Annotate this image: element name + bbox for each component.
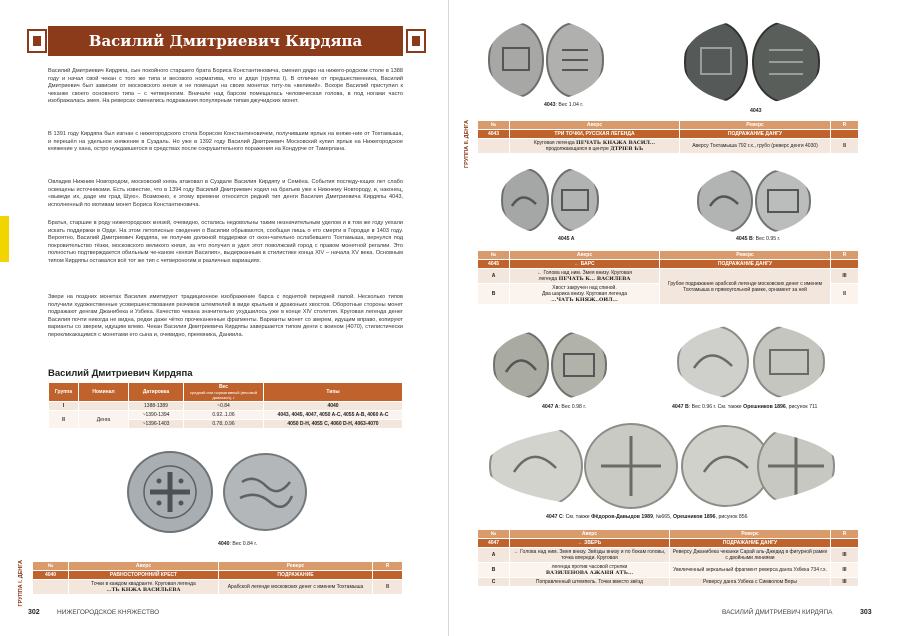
avers-text: Хвост закручен над спиной. — [552, 285, 617, 291]
caption-text: : Вес 0.98 г. — [558, 404, 587, 410]
page-title: Василий Дмитриевич Кирдяпа — [88, 32, 363, 50]
cell: Грубое подражание арабской легенде московских денег с именем Тохтамыша в прямоугольной рамке, орнамент за ней — [660, 269, 831, 305]
table-row — [478, 578, 859, 587]
cell: ← ЗВЕРЬ — [510, 539, 670, 548]
cell: II — [373, 580, 403, 595]
cell: ПОДРАЖАНИЕ ДАНГУ — [670, 539, 831, 548]
cell: 1388-1389 — [129, 402, 184, 411]
col-header: № — [478, 530, 510, 539]
cell: I — [49, 402, 79, 411]
coin-4040-table — [32, 561, 403, 595]
caption-number: 4043 — [544, 102, 556, 108]
table-row — [33, 580, 403, 595]
cell: Увеличенный зеркальный фрагмент реверса данга Узбека 734 г.х. — [670, 563, 831, 578]
col-header: R — [831, 530, 859, 539]
cell: A — [478, 548, 510, 563]
weight-subheader: средний или нормативный (весовой диапазон), г — [189, 390, 257, 400]
cell — [510, 139, 680, 154]
coin-caption — [218, 541, 257, 547]
paragraph: Василий Дмитриевич Кирдяпа, сын покойного старшего брата Бориса Константиновича, сменил дядю на нижего-родском столе в 1388 году и начал свой чекан с того же типа и весового норматива, что и дядя (группа I). В отличие от предшественника, Василий Дмитриевич был зависим от московского князя и не помещал на своих монетах титу-ла «великий». Вскоре Василий приступил к чеканке своего основного типа – с четверногим. Вначале над барсом помещалась человеческая голова, в под ногами часто изображалась змея. На реверсах сменились подражания популярным типам джучидских монет. — [48, 68, 403, 105]
col-header: Реверс — [680, 121, 831, 130]
left-page — [0, 0, 449, 636]
table-row — [478, 269, 859, 284]
col-header: Типы — [264, 383, 403, 402]
col-header — [184, 383, 264, 402]
cell: ПОДРАЖАНИЕ ДАНГУ — [680, 130, 831, 139]
avers-text: Круговая легенда — [533, 140, 575, 146]
paragraph: Звери на поздних монетах Василия имитируют традиционное изображение барса с поднятой передней лапой. Несколько типов получили художественные усовершенствования резчиков штемпелей в виде крыльев и драконьих хвостов. Оборотные стороны монет подражают денгам Джанибека и Узбека. Качество чекана значительно ухудшилось уже в конце XIV столетия. Круговая легенда денег Василия почти никогда не видна, редки даже чётко прочеканенные фрагменты. Варианты монет со зверем, идущим вправо, копируют варианты со зверем, идущим влево. Чекан Василия Дмитриевича Кирдяпы завершается типом денги с воином (4070), стилистически перекликающимся с монетами его сына и, очевидно, преемника, Даниила. — [48, 294, 403, 338]
coin-caption — [736, 236, 780, 242]
cell: III — [831, 548, 859, 563]
page-title-banner — [48, 26, 403, 56]
running-title: ВАСИЛИЙ ДМИТРИЕВИЧ КИРДЯПА — [722, 609, 833, 616]
right-page — [450, 0, 900, 636]
caption-number: 4045 B — [736, 236, 753, 242]
coin-4040-obverse-image — [126, 450, 214, 534]
cell: 4040 — [264, 402, 403, 411]
cell: ПОДРАЖАНИЕ — [219, 571, 373, 580]
coin-caption — [542, 404, 586, 410]
col-header: Реверс — [670, 530, 831, 539]
avers-legend: ДТРІЕВ ҌЪ — [610, 146, 644, 152]
cell: ~0.84 — [184, 402, 264, 411]
col-header: R — [831, 251, 859, 260]
avers-text: ← Голова над ним. Змея внизу. Круговая — [537, 270, 632, 276]
avers-text: легенда против часовой стрелки — [551, 564, 628, 570]
ornament-icon — [26, 26, 48, 56]
cell: ← БАРС — [510, 260, 660, 269]
group-label: ГРУППА I. ДЕНГА — [18, 560, 24, 607]
table-row — [478, 548, 859, 563]
group-label: ГРУППА II. ДЕНГА — [464, 120, 470, 168]
avers-text: продолжающаяся в центре — [545, 146, 609, 152]
avers-legend: ...ТЬ КНЖА ВАСИЛЬЕВА — [106, 587, 181, 593]
paragraph: Овладев Нижним Новгородом, московский князь атаковал в Суздале Василия Кирдяпу и Семёна. События последу-ющих лет слабо освещены источниками. Есть известие, что в 1394 году Василий Дмитриевич ходил на братьев уже к Нижнему Новгороду, и, наконец, «выведе их, даде им град Шую». Возможно, к этому времени относится редкий тип денги Василия Дмитриевича Кирдяпы 4043, исполненный по мотивам монет Бориса Константиновича. — [48, 179, 403, 208]
cell: ПОДРАЖАНИЕ ДАНГУ — [660, 260, 831, 269]
cell: ~1396-1403 — [129, 420, 184, 429]
caption-text: , рисунок 711 — [785, 404, 818, 410]
col-header: Аверс — [510, 121, 680, 130]
coin-4043-enlarged-image — [683, 20, 821, 104]
table-row — [49, 402, 403, 411]
coin-caption — [672, 404, 817, 410]
cell: B — [478, 284, 510, 305]
caption-reference: Фёдоров-Давыдов 1989 — [591, 514, 653, 520]
coin-4047a-image — [492, 330, 608, 400]
col-header: Аверс — [510, 251, 660, 260]
cell: III — [831, 578, 859, 587]
avers-text: легенда — [538, 276, 558, 282]
cell: 0.92..1.06 — [184, 411, 264, 420]
table-row — [49, 411, 403, 420]
cell — [510, 284, 660, 305]
col-header: Реверс — [219, 562, 373, 571]
cell: III — [831, 269, 859, 284]
cell: C — [478, 578, 510, 587]
running-title: НИЖЕГОРОДСКОЕ КНЯЖЕСТВО — [57, 609, 160, 616]
page-number: 302 — [28, 609, 40, 616]
summary-table — [48, 382, 403, 429]
col-header: Аверс — [510, 530, 670, 539]
cell: II — [831, 139, 859, 154]
caption-text: , №665, — [652, 514, 672, 520]
avers-legend: ПЕЧАТЬ КНАЖА ВАСИЛ... — [576, 140, 656, 146]
cell — [79, 402, 129, 411]
coin-4045b-image — [696, 168, 812, 234]
cell: II — [49, 411, 79, 429]
caption-text: : Вес 0.96 г. См. также — [688, 404, 742, 410]
cell — [510, 269, 660, 284]
caption-number: 4040 — [218, 541, 230, 547]
avers-text: Точки в каждом квадранте. Круговая легенда — [91, 581, 196, 587]
cell: ← Голова над ним. Змея внизу. Звёзды внизу и по бокам головы, точка впереди. Круговая — [510, 548, 670, 563]
coin-4043-table — [477, 120, 859, 154]
cell: 0.78..0.96 — [184, 420, 264, 429]
cell: A — [478, 269, 510, 284]
coin-caption — [546, 514, 748, 520]
col-header: Реверс — [660, 251, 831, 260]
cell: Аверсу Тохтамыша 792 г.х., грубо (реверс денги 4030) — [680, 139, 831, 154]
cell: 4043 — [478, 130, 510, 139]
avers-legend: ПЕЧАТЬ К... ВАСИЛЕВА — [558, 276, 631, 282]
avers-legend: ВАЗИЛЕНОВА АЖАНЯ АТЪ... — [545, 570, 634, 576]
cell: ~1390-1394 — [129, 411, 184, 420]
caption-text: : Вес 1.04 г. — [555, 102, 584, 108]
avers-text: Два шарика внизу. Круговая легенда — [542, 291, 627, 297]
coin-4045-table — [477, 250, 859, 305]
paragraph: Братья, старшие в роду нижегородских князей, очевидно, остались недовольны таким незначительным уделом и в том же году уехали искать поддержки в Орде. На этом летописные сведения о Василии обрываются, сообщая лишь о его смерти в Городце в 1403 году. Вероятно, Василий Дмитриевич Кирдяпа, не получив должной поддержки от окон-чательно ослабевшего Тохтамыша, вернулся под покровительство тёзки, московского великого князя, за что получил в удел этот поволжский город с правом монетной регалии. Это полностью подтверждается обильным че-каном «князя Василия», выдержанным в стилистике конца XIV – начала XV века. Основным типом Кирдяпы оставался всё тот же тип с четвероногим в различных вариациях. — [48, 220, 403, 264]
cell: 4040 — [33, 571, 69, 580]
side-tab — [0, 216, 9, 262]
caption-number: 4047 C — [546, 514, 563, 520]
cell: Арабской легенде московских денег с именем Тохтамыша — [219, 580, 373, 595]
coin-caption — [544, 102, 583, 108]
cell: 4047 — [478, 539, 510, 548]
col-header: Аверс — [69, 562, 219, 571]
coin-caption: 4043 — [750, 108, 762, 114]
paragraph: В 1391 году Кирдяпа был изгнан с нижегородского стола Борисом Константиновичем, получившим ярлык на княже-ние от Тохтамыша, и перешёл на удельное княжение в Суздаль. Но уже в 1392 году Василий Дмитриевич Московский купил ярлык на Нижегородское княжение у хана, остро нуждавшегося в средствах после сокрушительного поражения на Кондурче от Тамерлана. — [48, 131, 403, 153]
coin-4045a-image — [500, 166, 600, 234]
col-header: № — [33, 562, 69, 571]
cell: III — [831, 563, 859, 578]
coin-4047-table — [477, 529, 859, 587]
summary-heading: Василий Дмитриевич Кирдяпа — [48, 368, 193, 379]
col-header: Номинал — [79, 383, 129, 402]
cell: Поправленный штемпель. Точки вместо звёзд — [510, 578, 670, 587]
coin-4047b-image — [676, 324, 826, 400]
coin-caption: 4045 A — [558, 236, 575, 242]
cell — [69, 580, 219, 595]
weight-header: Вес — [218, 384, 229, 390]
coin-4047c-image — [486, 422, 838, 510]
coin-4040-reverse-image — [222, 452, 308, 532]
cell: 4045 — [478, 260, 510, 269]
cell: 4050 D-H, 4055 C, 4060 D-H, 4063-4070 — [264, 420, 403, 429]
col-header: R — [373, 562, 403, 571]
page-number: 303 — [860, 609, 872, 616]
caption-number: 4047 B — [672, 404, 689, 410]
caption-text: , рисунок 856 — [715, 514, 748, 520]
col-header: № — [478, 251, 510, 260]
caption-reference: Орешников 1896 — [672, 514, 716, 520]
cell: РАВНОСТОРОННИЙ КРЕСТ — [69, 571, 219, 580]
caption-text: : Вес 0.84 г. — [229, 541, 258, 547]
table-row — [478, 563, 859, 578]
cell: Реверсу Джанибека чеканки Сарай аль-Джедид в фигурной рамке с двойными линиями — [670, 548, 831, 563]
cell: B — [478, 563, 510, 578]
avers-legend: ...ЧАТЪ КНЯЖ..ОИЛ... — [551, 297, 618, 303]
caption-text: : См. также — [562, 514, 590, 520]
cell: Денга — [79, 411, 129, 429]
caption-number: 4047 A — [542, 404, 559, 410]
col-header: R — [831, 121, 859, 130]
caption-text: : Вес 0.95 г. — [752, 236, 781, 242]
col-header: Датировка — [129, 383, 184, 402]
cell: II — [831, 284, 859, 305]
cell: 4043, 4045, 4047, 4050 A-C, 4055 A-B, 4060 A-C — [264, 411, 403, 420]
cell: ТРИ ТОЧКИ, РУССКАЯ ЛЕГЕНДА — [510, 130, 680, 139]
cell — [510, 563, 670, 578]
ornament-icon — [405, 26, 427, 56]
caption-reference: Орешников 1896 — [743, 404, 786, 410]
col-header: Группа — [49, 383, 79, 402]
col-header: № — [478, 121, 510, 130]
table-row — [478, 139, 859, 154]
coin-4043-image — [487, 20, 605, 100]
cell: Реверсу данга Узбека с Символом Веры — [670, 578, 831, 587]
